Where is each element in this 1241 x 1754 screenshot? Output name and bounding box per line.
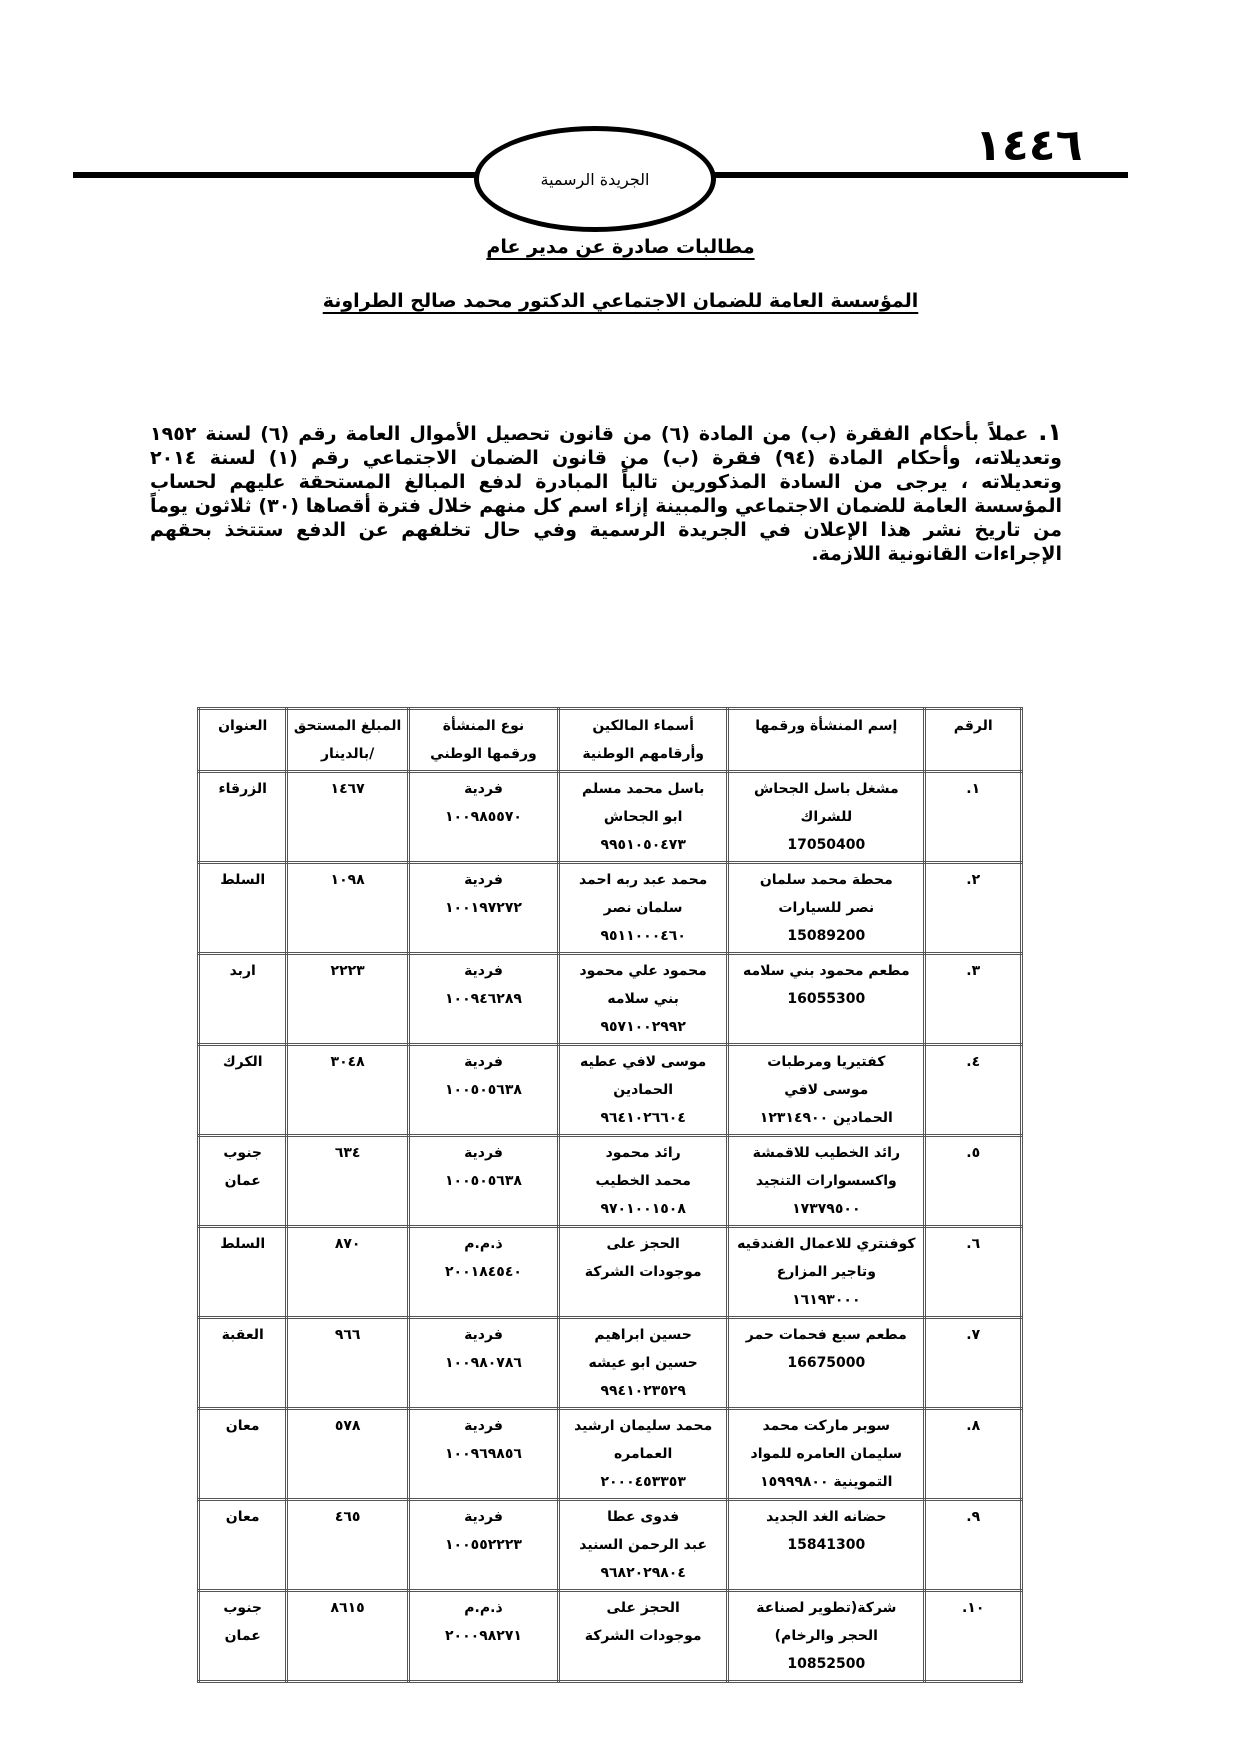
address: جنوب عمان <box>199 1591 287 1682</box>
owners: الحجز على موجودات الشركة <box>559 1227 728 1318</box>
row-number: ١٠. <box>925 1591 1022 1682</box>
establishment-type: ذ.م.م ٢٠٠١٨٤٥٤٠ <box>408 1227 558 1318</box>
establishment-name: كوفنتري للاعمال الفندقيه وتاجير المزارع ١٦١٩٣٠٠٠ <box>728 1227 925 1318</box>
amount-due: ٣٠٤٨ <box>287 1045 408 1136</box>
address: جنوب عمان <box>199 1136 287 1227</box>
establishment-name: سوبر ماركت محمد سليمان العامره للمواد التموينية ١٥٩٩٩٨٠٠ <box>728 1409 925 1500</box>
owners: رائد محمود محمد الخطيب ٩٧٠١٠٠١٥٠٨ <box>559 1136 728 1227</box>
gazette-name: الجريدة الرسمية <box>540 169 650 189</box>
establishment-name: مشغل باسل الجحاش للشراك 17050400 <box>728 772 925 863</box>
amount-due: ٨٧٠ <box>287 1227 408 1318</box>
table-row <box>199 1227 1022 1318</box>
notice-paragraph <box>150 420 1062 566</box>
establishment-type: فردية ١٠٠٩٨٥٥٧٠ <box>408 772 558 863</box>
owners: الحجز على موجودات الشركة <box>559 1591 728 1682</box>
document-title: مطالبات صادرة عن مدير عام <box>486 236 755 258</box>
header-number: الرقم <box>925 709 1022 772</box>
table-row <box>199 1136 1022 1227</box>
establishment-type: فردية ١٠٠٩٤٦٢٨٩ <box>408 954 558 1045</box>
address: اربد <box>199 954 287 1045</box>
establishment-type: ذ.م.م ٢٠٠٠٩٨٢٧١ <box>408 1591 558 1682</box>
gazette-oval <box>474 126 716 232</box>
owners: محمد سليمان ارشيد العمامره ٢٠٠٠٤٥٣٣٥٣ <box>559 1409 728 1500</box>
amount-due: ١٤٦٧ <box>287 772 408 863</box>
establishment-type: فردية ١٠٠٩٨٠٧٨٦ <box>408 1318 558 1409</box>
establishment-name: حضانه الغد الجديد 15841300 <box>728 1500 925 1591</box>
row-number: ٧. <box>925 1318 1022 1409</box>
amount-due: ٢٢٢٣ <box>287 954 408 1045</box>
address: العقبة <box>199 1318 287 1409</box>
amount-due: ٨٦١٥ <box>287 1591 408 1682</box>
amount-due: ٩٦٦ <box>287 1318 408 1409</box>
header-establishment: إسم المنشأة ورقمها <box>728 709 925 772</box>
amount-due: ٦٣٤ <box>287 1136 408 1227</box>
table-row <box>199 1591 1022 1682</box>
establishment-type: فردية ١٠٠٩٦٩٨٥٦ <box>408 1409 558 1500</box>
paragraph-text: عملاً بأحكام الفقرة (ب) من المادة (٦) من قانون تحصيل الأموال العامة رقم (٦) لسنة ١٩٥٢ وتعديلاته، وأحكام المادة (٩٤) فقرة (ب) من قانون الضمان الاجتماعي رقم (١) لسنة ٢٠١٤ وتعديلاته ، يرجى من السادة المذكورين تالياً المبادرة لدفع المبالغ المستحقة عليهم لحساب المؤسسة العامة للضمان الاجتماعي والمبينة إزاء اسم كل منهم خلال فترة أقصاها (٣٠) ثلاثون يوماً من تاريخ نشر هذا الإعلان في الجريدة الرسمية وفي حال تخلفهم عن الدفع ستتخذ بحقهم الإجراءات القانونية اللازمة. <box>150 423 1062 565</box>
table-row <box>199 1500 1022 1591</box>
establishment-name: مطعم محمود بني سلامه 16055300 <box>728 954 925 1045</box>
row-number: ٢. <box>925 863 1022 954</box>
table-row <box>199 1045 1022 1136</box>
establishment-name: رائد الخطيب للاقمشة واكسسوارات التنجيد ١٧٣٧٩٥٠٠ <box>728 1136 925 1227</box>
establishment-type: فردية ١٠٠١٩٧٢٧٢ <box>408 863 558 954</box>
row-number: ٤. <box>925 1045 1022 1136</box>
address: معان <box>199 1409 287 1500</box>
table-header-row <box>199 709 1022 772</box>
document-subtitle: المؤسسة العامة للضمان الاجتماعي الدكتور محمد صالح الطراونة <box>322 290 919 312</box>
establishment-type: فردية ١٠٠٥٠٥٦٣٨ <box>408 1136 558 1227</box>
table-row <box>199 863 1022 954</box>
row-number: ١. <box>925 772 1022 863</box>
header-amount: المبلغ المستحق /بالدينار <box>287 709 408 772</box>
row-number: ٣. <box>925 954 1022 1045</box>
amount-due: ٥٧٨ <box>287 1409 408 1500</box>
establishment-name: شركة(تطوير لصناعة الحجر والرخام) 10852500 <box>728 1591 925 1682</box>
row-number: ٨. <box>925 1409 1022 1500</box>
address: معان <box>199 1500 287 1591</box>
row-number: ٩. <box>925 1500 1022 1591</box>
row-number: ٥. <box>925 1136 1022 1227</box>
header-owners: أسماء المالكين وأرقامهم الوطنية <box>559 709 728 772</box>
paragraph-number: ١. <box>1038 418 1062 446</box>
header-address: العنوان <box>199 709 287 772</box>
claims-table <box>197 707 1023 1683</box>
owners: حسين ابراهيم حسين ابو عيشه ٩٩٤١٠٢٣٥٢٩ <box>559 1318 728 1409</box>
owners: محمد عبد ربه احمد سلمان نصر ٩٥١١٠٠٠٤٦٠ <box>559 863 728 954</box>
address: السلط <box>199 1227 287 1318</box>
header-type: نوع المنشأة ورقمها الوطني <box>408 709 558 772</box>
address: السلط <box>199 863 287 954</box>
amount-due: ١٠٩٨ <box>287 863 408 954</box>
owners: فدوى عطا عبد الرحمن السنيد ٩٦٨٢٠٢٩٨٠٤ <box>559 1500 728 1591</box>
establishment-type: فردية ١٠٠٥٠٥٦٣٨ <box>408 1045 558 1136</box>
establishment-type: فردية ١٠٠٥٥٢٢٢٣ <box>408 1500 558 1591</box>
table-row <box>199 1318 1022 1409</box>
establishment-name: محطة محمد سلمان نصر للسيارات 15089200 <box>728 863 925 954</box>
row-number: ٦. <box>925 1227 1022 1318</box>
table-row <box>199 772 1022 863</box>
address: الزرقاء <box>199 772 287 863</box>
table-row <box>199 1409 1022 1500</box>
owners: محمود علي محمود بني سلامه ٩٥٧١٠٠٢٩٩٢ <box>559 954 728 1045</box>
amount-due: ٤٦٥ <box>287 1500 408 1591</box>
establishment-name: مطعم سبع فحمات حمر 16675000 <box>728 1318 925 1409</box>
table-row <box>199 954 1022 1045</box>
owners: موسى لافي عطيه الحمادين ٩٦٤١٠٢٦٦٠٤ <box>559 1045 728 1136</box>
owners: باسل محمد مسلم ابو الجحاش ٩٩٥١٠٥٠٤٧٣ <box>559 772 728 863</box>
page-number: ١٤٤٦ <box>975 120 1083 171</box>
establishment-name: كفتيريا ومرطبات موسى لافي الحمادين ١٢٣١٤٩٠٠ <box>728 1045 925 1136</box>
address: الكرك <box>199 1045 287 1136</box>
